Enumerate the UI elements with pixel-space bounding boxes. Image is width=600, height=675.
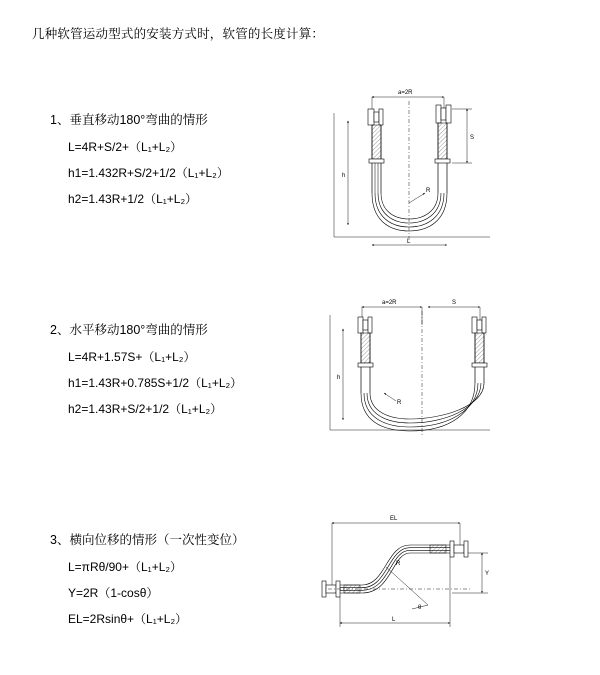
- section-1-title: [50, 110, 310, 128]
- label-angle: θ: [418, 605, 422, 611]
- section-1-formula-3: h2=1.43R+1/2（L₁+L₂）: [68, 192, 198, 206]
- section-3-title: [50, 530, 310, 548]
- section-2-index: 2、: [50, 323, 70, 337]
- page-title: 几种软管运动型式的安装方式时，软管的长度计算：: [32, 27, 325, 41]
- section-2-formula-3: h2=1.43R+S/2+1/2（L₁+L₂）: [68, 402, 223, 416]
- section-3-formula-2: Y=2R（1-cosθ）: [68, 586, 159, 600]
- label-bottom-dim: L: [407, 239, 411, 245]
- label-top-dim: a=2R: [398, 90, 413, 96]
- section-3-title-text: 横向位移的情形（一次性变位）: [69, 533, 245, 547]
- lateral-offset-diagram: [300, 505, 500, 640]
- label-top-dim: EL: [390, 516, 398, 522]
- label-radius: R: [397, 400, 402, 406]
- horizontal-180-bend-diagram: [310, 285, 510, 455]
- label-right-dim: Y: [485, 571, 490, 577]
- label-left-dim: h: [342, 173, 346, 179]
- section-2-text: [50, 320, 310, 426]
- section-2-formula-1: L=4R+1.57S+（L₁+L₂）: [68, 350, 196, 364]
- label-bottom-dim: L: [392, 617, 396, 623]
- label-top-dim-right: S: [452, 300, 457, 306]
- section-1-text: [50, 110, 310, 216]
- section-1-formula-1: L=4R+S/2+（L₁+L₂）: [68, 140, 183, 154]
- section-2-title-text: 水平移动180°弯曲的情形: [69, 323, 208, 337]
- label-radius: R: [396, 561, 401, 567]
- label-radius: R: [426, 188, 431, 194]
- section-3-formula-3: EL=2Rsinθ+（L₁+L₂）: [68, 612, 188, 626]
- section-1-title-text: 垂直移动180°弯曲的情形: [69, 113, 208, 127]
- section-1-index: 1、: [50, 113, 70, 127]
- section-2-formula-2: h1=1.43R+0.785S+1/2（L₁+L₂）: [68, 376, 243, 390]
- section-3-formula-1: L=πRθ/90+（L₁+L₂）: [68, 560, 183, 574]
- label-top-dim-left: a=2R: [382, 300, 397, 306]
- section-3-text: [50, 530, 310, 636]
- section-2-title: [50, 320, 310, 338]
- section-1-formula-2: h1=1.432R+S/2+1/2（L₁+L₂）: [68, 166, 229, 180]
- vertical-180-bend-diagram: [312, 75, 512, 260]
- section-3-index: 3、: [50, 533, 70, 547]
- label-left-dim: h: [337, 375, 341, 381]
- label-right-dim: S: [470, 135, 475, 141]
